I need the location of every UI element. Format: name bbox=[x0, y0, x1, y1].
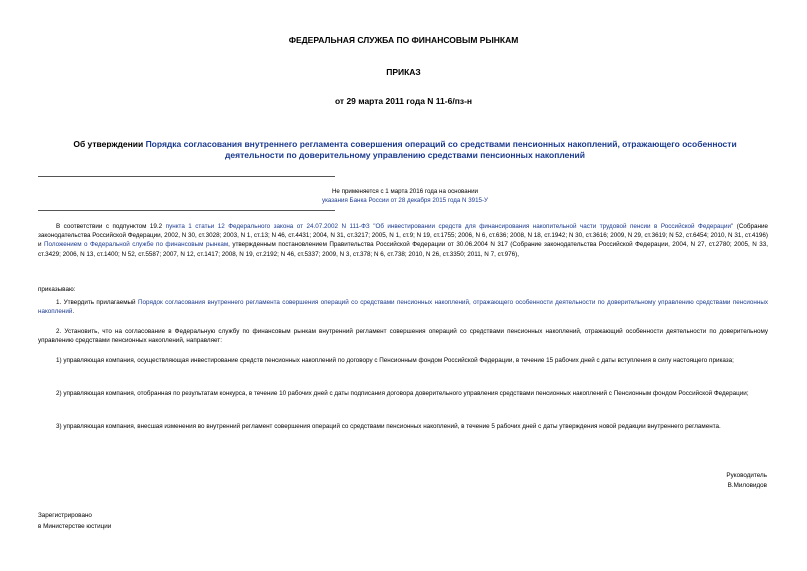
order-item-2 bbox=[38, 327, 768, 345]
registration-block bbox=[38, 510, 111, 532]
subitem-1 bbox=[38, 356, 768, 365]
item1-prefix: 1. Утвердить прилагаемый bbox=[56, 299, 138, 306]
document-title bbox=[62, 139, 748, 161]
applicability-note-text: Не применяется с 1 марта 2016 года на основании bbox=[331, 188, 479, 195]
subitem-2-text: 2) управляющая компания, отобранная по результатам конкурса, в течение 10 рабочих дней с даты подписания договора доверительного управления средствами пенсионных накоплений с Пенсионным фондом Российской Федерации; bbox=[56, 390, 749, 397]
subitem-3-text: 3) управляющая компания, внесшая изменения во внутренний регламент совершения операций со средствами пенсионных накоплений, в течение 5 рабочих дней с даты утверждения новой редакции внутреннего регламента. bbox=[56, 423, 721, 430]
registration-line-1: Зарегистрировано bbox=[38, 512, 92, 519]
item1-suffix: . bbox=[72, 308, 75, 316]
title-prefix: Об утверждении bbox=[73, 139, 146, 149]
signature-block bbox=[726, 471, 767, 490]
subitem-3 bbox=[38, 422, 768, 431]
subitem-1-text: 1) управляющая компания, осуществляющая инвестирование средств пенсионных накоплений по договору с Пенсионным фондом Российской Федерации, в течение 15 рабочих дней с даты вступления в силу настоящего приказа; bbox=[56, 357, 734, 364]
signature-name: В.Миловидов bbox=[727, 481, 767, 489]
bottom-divider bbox=[38, 210, 335, 211]
bank-of-russia-instruction-link[interactable]: указания Банка России от 28 декабря 2015 года N 3915-У bbox=[322, 197, 488, 204]
title-procedure-link[interactable]: Порядка согласования внутреннего регламента совершения операций со средствами пенсионных накоплений, отражающего особенности деятельности по доверительному управлению средствами пенсионных накоплений bbox=[145, 139, 737, 160]
procedure-link[interactable]: Порядок согласования внутреннего регламента совершения операций со средствами пенсионных накоплений, отражающего особенности деятельности по доверительному управлению средствами пенсионных накоплений bbox=[38, 299, 769, 316]
document-type-heading: ПРИКАЗ bbox=[386, 67, 421, 77]
subitem-2 bbox=[38, 389, 768, 398]
applicability-note bbox=[200, 187, 610, 205]
top-divider bbox=[38, 176, 335, 177]
agency-heading: ФЕДЕРАЛЬНАЯ СЛУЖБА ПО ФИНАНСОВЫМ РЫНКАМ bbox=[288, 35, 519, 45]
registration-line-2: в Министерстве юстиции bbox=[38, 523, 112, 530]
signature-position: Руководитель bbox=[726, 472, 767, 479]
preamble-text-2: (Собрание законодательства Российской Федерации, 2002, N 30, ст.3028; 2003, N 1, ст.13; N 46, ст.4431; 2004, N 31, ст.3217; 2005, N 1, ст.9; N 19, ст.1755; 2006, N 6, ст.636; 2008, N 18, ст.1942; N 30, ст.3616; 2009, N 29, ст.3619; N 52, ст.6454; 2010, N 31, ст.4196) и bbox=[38, 223, 769, 249]
order-word: приказываю: bbox=[38, 286, 76, 293]
preamble-text-3: , утвержденным постановлением Правительства Российской Федерации от 30.06.2004 N 317 bbox=[228, 241, 508, 249]
order-item-1 bbox=[38, 298, 768, 316]
preamble-paragraph bbox=[38, 222, 768, 259]
document-date-number: от 29 марта 2011 года N 11-6/пз-н bbox=[334, 96, 473, 106]
preamble-text-4: (Собрание законодательства Российской Федерации, 2004, N 27, ст.2780; 2005, N 33, ст.3429; 2006, N 13, ст.1400; N 52, ст.5587; 2007, N 12, ст.1417; 2008, N 19, ст.2192; N 46, ст.5337; 2009, N 3, ст.378; N 6, ст.738; 2010, N 26, ст.3350; 2011, N 7, ст.976), bbox=[38, 241, 768, 258]
preamble-text-1: В соответствии с подпунктом 19.2 bbox=[56, 223, 166, 230]
federal-law-link[interactable]: пункта 1 статьи 12 Федерального закона от 24.07.2002 N 111-ФЗ "Об инвестировании средств для финансирования накопительной части трудовой пенсии в Российской Федерации" bbox=[165, 223, 734, 230]
item2-text: 2. Установить, что на согласование в Федеральную службу по финансовым рынкам внутренний регламент совершения операций со средствами пенсионных накоплений, отражающий особенности деятельности по доверительному управлению средствами пенсионных накоплений, направляет: bbox=[38, 328, 768, 345]
fsfr-regulation-link[interactable]: Положением о Федеральной службе по финансовым рынкам bbox=[43, 241, 229, 249]
